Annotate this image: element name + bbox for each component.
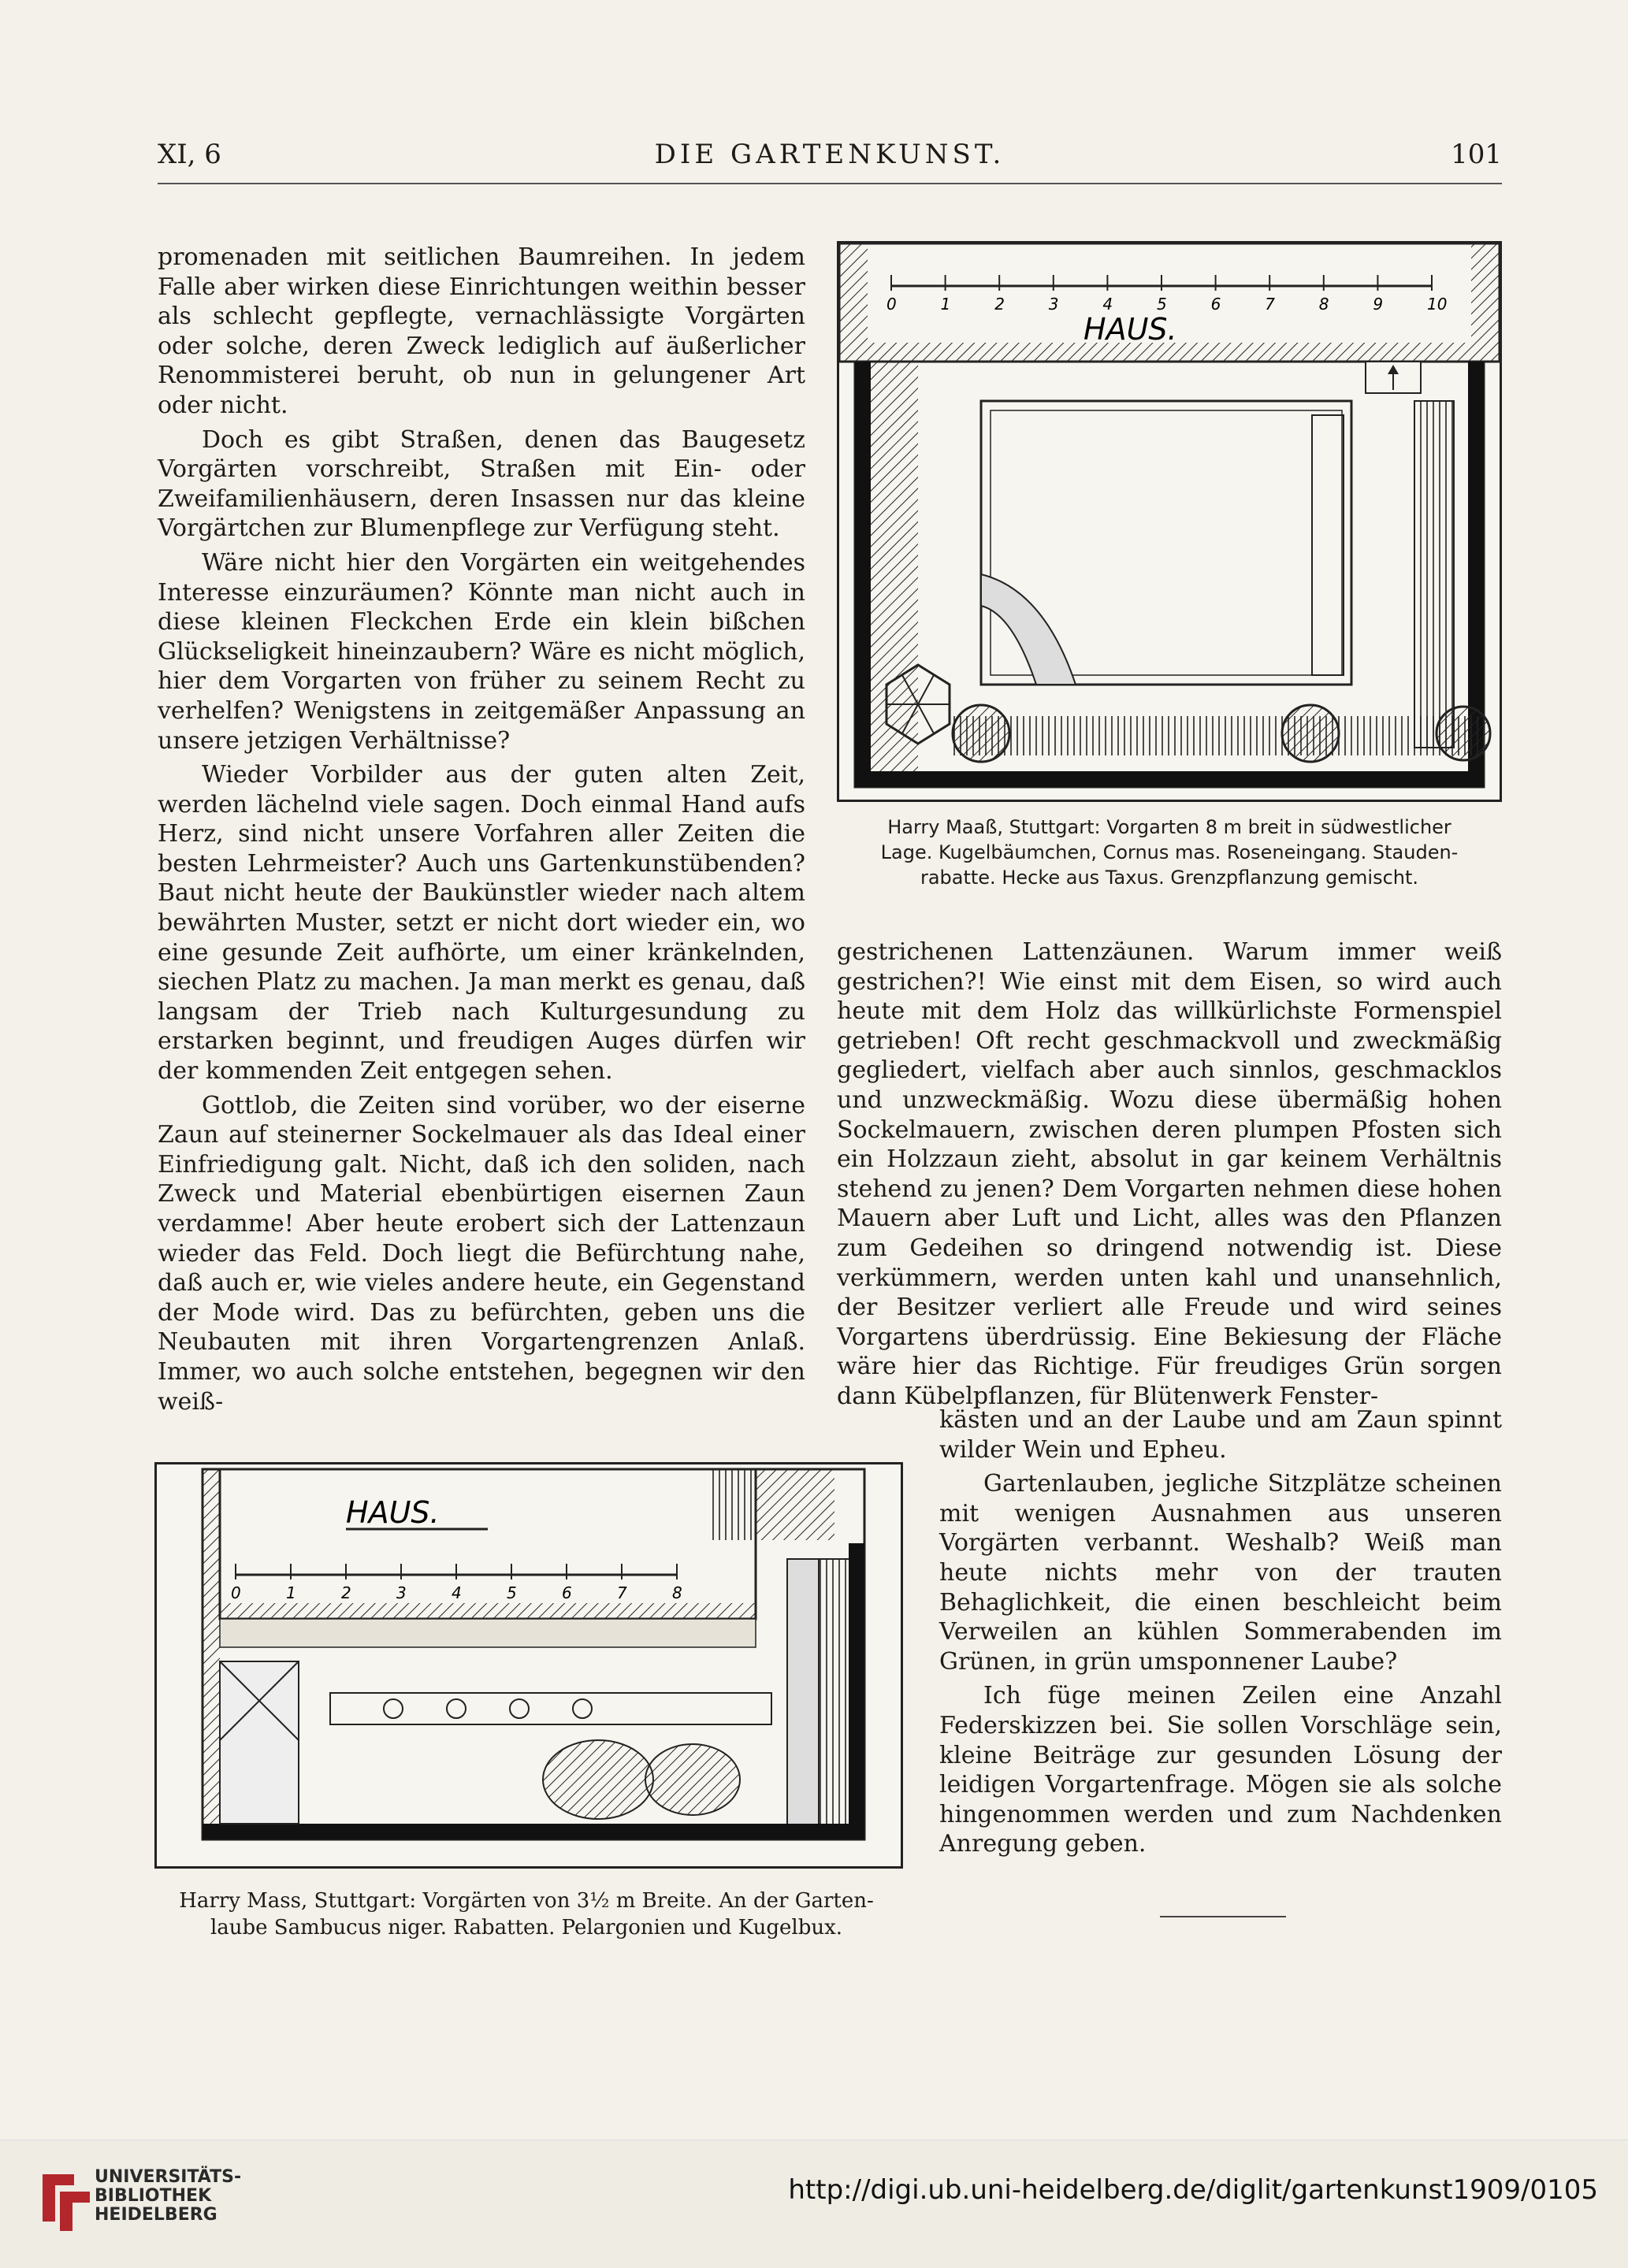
scale-tick-label: 0 — [231, 1583, 241, 1602]
volume-issue: XI, 6 — [158, 139, 221, 170]
perennial-bed — [1312, 415, 1344, 675]
scale-tick-label: 8 — [1318, 295, 1329, 314]
globe-tree — [1437, 707, 1490, 760]
scale-tick-label: 2 — [341, 1583, 351, 1602]
left-text-column — [158, 243, 805, 1416]
library-name-line: HEIDELBERG — [95, 2205, 217, 2225]
house-hatch-band — [220, 1603, 756, 1619]
stairs — [708, 1469, 756, 1540]
figure-caption-bottom — [154, 1888, 898, 1941]
page-number: 101 — [1451, 139, 1502, 170]
garden-plan-figure-bottom — [154, 1462, 903, 1869]
taxus-hedge — [950, 716, 1485, 755]
caption-line: Harry Mass, Stuttgart: Vorgärten von 3½ m Breite. An der Garten- — [179, 1889, 874, 1913]
left-wall — [203, 1469, 220, 1839]
globe-tree — [1282, 705, 1339, 762]
fence — [819, 1559, 850, 1827]
right-text-column-top — [837, 937, 1502, 1412]
neighbor-wall — [756, 1469, 834, 1540]
caption-line: laube Sambucus niger. Rabatten. Pelargonien und Kugelbux. — [210, 1916, 843, 1939]
paragraph: Doch es gibt Straßen, denen das Baugesetz Vorgärten vorschreibt, Straßen mit Ein- oder Zweifamilienhäusern, deren Insassen nur das kleine Vorgärtchen zur Blumenpflege zur Verfügung steht. — [158, 425, 805, 543]
scale-tick-label: 2 — [994, 295, 1005, 314]
boundary-wall-right — [849, 1543, 864, 1839]
kugelbux — [510, 1699, 529, 1718]
figure-caption-top — [837, 815, 1502, 890]
scale-tick-label: 3 — [1048, 295, 1059, 314]
caption-line: Lage. Kugelbäumchen, Cornus mas. Roseneingang. Stauden- — [880, 841, 1459, 863]
scale-tick-label: 4 — [452, 1583, 462, 1602]
climbing-plants — [787, 1559, 819, 1827]
scale-tick-label: 3 — [396, 1583, 407, 1602]
scale-tick-label: 1 — [940, 295, 951, 314]
left-wall — [839, 243, 868, 362]
house-label: HAUS. — [346, 1495, 440, 1530]
right-text-column-bottom — [939, 1405, 1502, 1859]
scale-tick-label: 10 — [1427, 295, 1448, 314]
library-name-line: UNIVERSITÄTS- — [95, 2167, 242, 2187]
paragraph: Ich füge meinen Zeilen eine Anzahl Federskizzen bei. Sie sollen Vorschläge sein, kleine Beiträge zur gesunden Lösung der leidigen Vorgartenfrage. Mögen sie als solche hingenommen werden und zum Nachdenken Anregung geben. — [939, 1682, 1502, 1858]
garden-arbor — [220, 1661, 299, 1824]
scale-tick-label: 0 — [886, 295, 897, 314]
running-header — [158, 139, 1502, 178]
globe-tree — [953, 705, 1009, 762]
paragraph: kästen und an der Laube und am Zaun spinnt wilder Wein und Epheu. — [939, 1406, 1502, 1464]
shrub-group — [645, 1744, 740, 1815]
caption-line: rabatte. Hecke aus Taxus. Grenzpflanzung gemischt. — [920, 867, 1419, 889]
gravel-path — [220, 1619, 756, 1647]
garden-plan-figure-top — [837, 241, 1502, 802]
kugelbux — [573, 1699, 592, 1718]
scale-tick-label: 6 — [1210, 295, 1221, 314]
scale-tick-label: 7 — [617, 1583, 627, 1602]
scale-tick-label: 4 — [1102, 295, 1113, 314]
scale-tick-label: 6 — [562, 1583, 572, 1602]
house-label: HAUS. — [1083, 312, 1177, 347]
paragraph: Wäre nicht hier den Vorgärten ein weitgehendes Interesse einzuräumen? Könnte man nicht auch in diese kleinen Fleckchen Erde ein klein bißchen Glückseligkeit hineinzaubern? Wäre es nicht möglich, hier dem Vorgarten von früher zu seinem Recht zu verhelfen? Wenigstens in zeitgemäßer Anpassung an unsere jetzigen Verhältnisse? — [158, 548, 805, 755]
garden-plan-drawing — [157, 1464, 901, 1866]
scale-tick-label: 7 — [1265, 295, 1275, 314]
border-planting-right — [1414, 401, 1454, 748]
paragraph: Gartenlauben, jegliche Sitzplätze scheinen mit wenigen Ausnahmen aus unseren Vorgärten verbannt. Weshalb? Weiß man heute nichts mehr von der trauten Behaglichkeit, die einen beschleicht beim Verweilen an kühlen Sommerabenden im Grünen, in grün umsponnener Laube? — [939, 1470, 1502, 1676]
paragraph: promenaden mit seitlichen Baumreihen. In jedem Falle aber wirken diese Einrichtungen weithin besser als schlecht gepflegte, vernachlässigte Vorgärten oder solche, deren Zweck lediglich auf äußerlicher Renommisterei beruht, ob nun in gelungener Art oder nicht. — [158, 243, 805, 419]
pelargonium-bed — [330, 1693, 771, 1724]
journal-title: DIE GARTENKUNST. — [654, 139, 1005, 170]
source-url-link[interactable]: http://digi.ub.uni-heidelberg.de/diglit/gartenkunst1909/0105 — [788, 2174, 1598, 2206]
scale-tick-label: 5 — [1157, 295, 1167, 314]
library-logo-icon — [27, 2158, 98, 2237]
hedge-left — [871, 362, 918, 771]
caption-line: Harry Maaß, Stuttgart: Vorgarten 8 m breit in südwestlicher — [887, 816, 1451, 838]
paragraph: Gottlob, die Zeiten sind vorüber, wo der eiserne Zaun auf steinerner Sockelmauer als das Ideal einer Einfriedigung galt. Nicht, daß ich den soliden, nach Zweck und Material ebenbürtigen eisernen Zaun verdamme! Aber heute erobert sich der Lattenzaun wieder das Feld. Doch liegt die Befürchtung nahe, daß auch er, wie vieles andere heute, ein Gegenstand der Mode wird. Das zu befürchten, geben uns die Neubauten mit ihren Vorgartengrenzen Anlaß. Immer, wo auch solche entstehen, begegnen wir den weiß- — [158, 1091, 805, 1416]
library-name-line: BIBLIOTHEK — [95, 2186, 212, 2206]
shrub-group — [543, 1740, 653, 1819]
kugelbux — [384, 1699, 403, 1718]
boundary-wall-left — [855, 362, 871, 787]
curved-rose-bed — [981, 574, 1076, 685]
boundary-wall-bottom — [855, 771, 1484, 787]
scale-tick-label: 5 — [507, 1583, 517, 1602]
paragraph: Wieder Vorbilder aus der guten alten Zeit, werden lächelnd viele sagen. Doch einmal Hand aufs Herz, sind nicht unsere Vorfahren aller Zeiten die besten Lehrmeister? Auch uns Gartenkunstübenden? Baut nicht heute der Baukünstler wieder nach altem bewährten Muster, setzt er nicht dort wieder ein, wo eine gesunde Zeit aufhörte, um einer kränkelnden, siechen Platz zu machen. Ja man merkt es genau, daß langsam der Trieb nach Kulturgesundung zu erstarken beginnt, und freudigen Auges dürfen wir der kommenden Zeit entgegen sehen. — [158, 761, 805, 1086]
paragraph: gestrichenen Lattenzäunen. Warum immer weiß gestrichen?! Wie einst mit dem Eisen, so wird auch heute mit dem Holz das willkürlichste Formenspiel getrieben! Oft recht geschmackvoll und zweckmäßig gegliedert, vielfach aber auch sinnlos, geschmacklos und unzweckmäßig. Wozu diese übermäßig hohen Sockelmauern, zwischen deren plumpen Pfosten sich ein Holzzaun zieht, absolut in gar keinem Verhältnis stehend zu jenen? Dem Vorgarten nehmen diese hohen Mauern aber Luft und Licht, alles was den Pflanzen zum Gedeihen so dringend notwendig ist. Diese verkümmern, werden unten kahl und unansehnlich, der Besitzer verliert alle Freude und wird seines Vorgartens überdrüssig. Eine Bekiesung der Fläche wäre hier das Richtige. Für freudiges Grün sorgen dann Kübelpflanzen, für Blütenwerk Fenster- — [837, 938, 1502, 1410]
scale-tick-label: 8 — [672, 1583, 682, 1602]
kugelbux — [447, 1699, 466, 1718]
library-name — [95, 2168, 241, 2225]
header-rule — [158, 183, 1502, 184]
scale-tick-label: 1 — [286, 1583, 296, 1602]
end-rule — [1160, 1916, 1286, 1917]
garden-plan-drawing — [839, 243, 1500, 800]
boundary-wall-bottom — [203, 1824, 864, 1839]
scale-tick-label: 9 — [1373, 295, 1384, 314]
right-wall — [1471, 243, 1500, 362]
